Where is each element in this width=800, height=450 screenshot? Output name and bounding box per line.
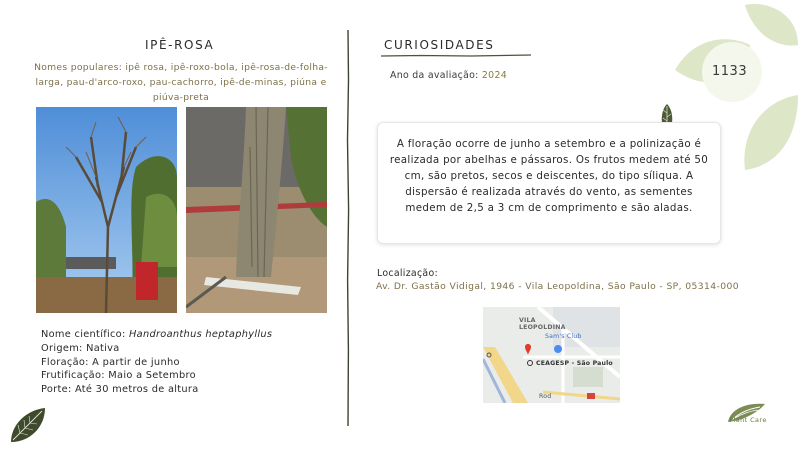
curiosities-title: CURIOSIDADES <box>384 38 495 52</box>
map-place-ceagesp: CEAGESP - São Paulo <box>536 360 613 367</box>
map-place-sams-club: Sam's Club <box>545 333 582 340</box>
tree-photo-full <box>36 107 177 313</box>
title-underline <box>381 54 531 57</box>
curiosity-text: A floração ocorre de junho a setembro e a polinização é realizada por abelhas e pássaros. Os frutos medem até 50 cm, são pretos, secos e deiscentes, do tipo síliqua. A dispersão é realizada através do vento, as sementes medem de 2,5 a 3 cm de comprimento e são aladas. <box>389 138 709 214</box>
year-label: Ano da avaliação: <box>390 70 482 81</box>
flowering-text: Floração: A partir de junho <box>41 356 180 368</box>
popular-names: Nomes populares: ipê rosa, ipê-roxo-bola, ipê-rosa-de-folha-larga, pau-d'arco-roxo, pau-cachorro, ipê-de-minas, piúna e piúva-preta <box>34 62 328 103</box>
leaf-shape-top <box>745 4 798 45</box>
specimen-number: 1133 <box>712 64 748 79</box>
location-label: Localização: <box>377 268 438 279</box>
leaf-shape-bottom <box>744 95 798 170</box>
brand-name: Plant Care <box>729 416 767 424</box>
size-text: Porte: Até 30 metros de altura <box>41 383 199 395</box>
map-road-label: Rod <box>539 393 552 400</box>
species-info <box>41 328 272 396</box>
location-address[interactable]: Av. Dr. Gastão Vidigal, 1946 - Vila Leopoldina, São Paulo - SP, 05314-000 <box>376 281 739 292</box>
origin-text: Origem: Nativa <box>41 343 120 355</box>
curiosity-card <box>377 122 721 244</box>
scientific-name-label: Nome científico: <box>41 329 129 340</box>
map-district-label: VILA LEOPOLDINA <box>519 317 566 331</box>
species-title: IPÊ-ROSA <box>145 38 215 52</box>
evaluation-year <box>390 70 507 81</box>
year-value: 2024 <box>481 70 507 81</box>
scientific-name-value: Handroanthus heptaphyllus <box>128 329 273 340</box>
scientific-name-row <box>41 328 272 341</box>
fruiting-text: Frutificação: Maio a Setembro <box>41 370 196 382</box>
leaf-icon <box>8 405 48 445</box>
plant-care-logo <box>720 392 776 432</box>
location-map[interactable] <box>483 307 620 403</box>
tree-trunk-photo <box>186 107 327 313</box>
vertical-divider <box>346 30 350 426</box>
